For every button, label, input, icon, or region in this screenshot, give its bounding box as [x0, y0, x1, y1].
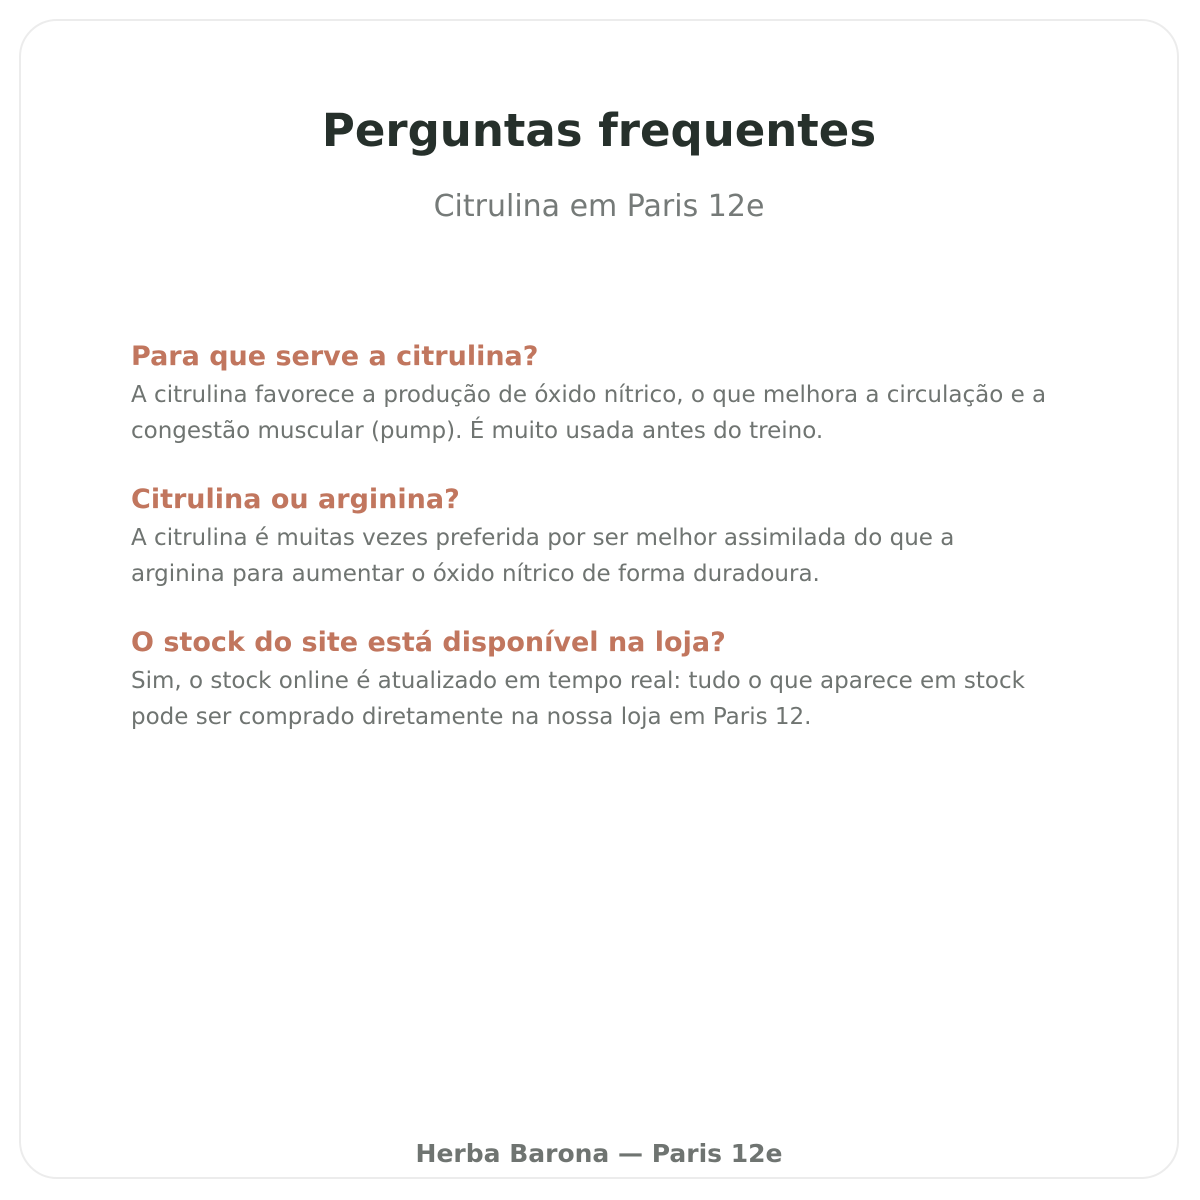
faq-question: Citrulina ou arginina? [131, 484, 460, 515]
faq-answer [131, 520, 1141, 592]
faq-answer-line: A citrulina é muitas vezes preferida por ser melhor assimilada do que a [131, 525, 955, 551]
faq-question: O stock do site está disponível na loja? [131, 627, 726, 658]
faq-card [19, 19, 1179, 1179]
faq-answer [131, 663, 1141, 735]
faq-item [131, 339, 1141, 449]
faq-answer-line: Sim, o stock online é atualizado em tempo real: tudo o que aparece em stock [131, 668, 1025, 694]
faq-answer-line: arginina para aumentar o óxido nítrico de forma duradoura. [131, 561, 820, 587]
faq-item [131, 482, 1141, 592]
page-title: Perguntas frequentes [321, 104, 877, 157]
faq-answer [131, 377, 1141, 449]
footer-brand: Herba Barona — Paris 12e [415, 1139, 783, 1168]
faq-list [131, 339, 1141, 768]
faq-answer-line: A citrulina favorece a produção de óxido nítrico, o que melhora a circulação e a [131, 382, 1047, 408]
faq-answer-line: congestão muscular (pump). É muito usada antes do treino. [131, 418, 824, 444]
page-subtitle: Citrulina em Paris 12e [433, 189, 765, 224]
faq-answer-line: pode ser comprado diretamente na nossa loja em Paris 12. [131, 704, 812, 730]
faq-question: Para que serve a citrulina? [131, 341, 539, 372]
faq-item [131, 625, 1141, 735]
